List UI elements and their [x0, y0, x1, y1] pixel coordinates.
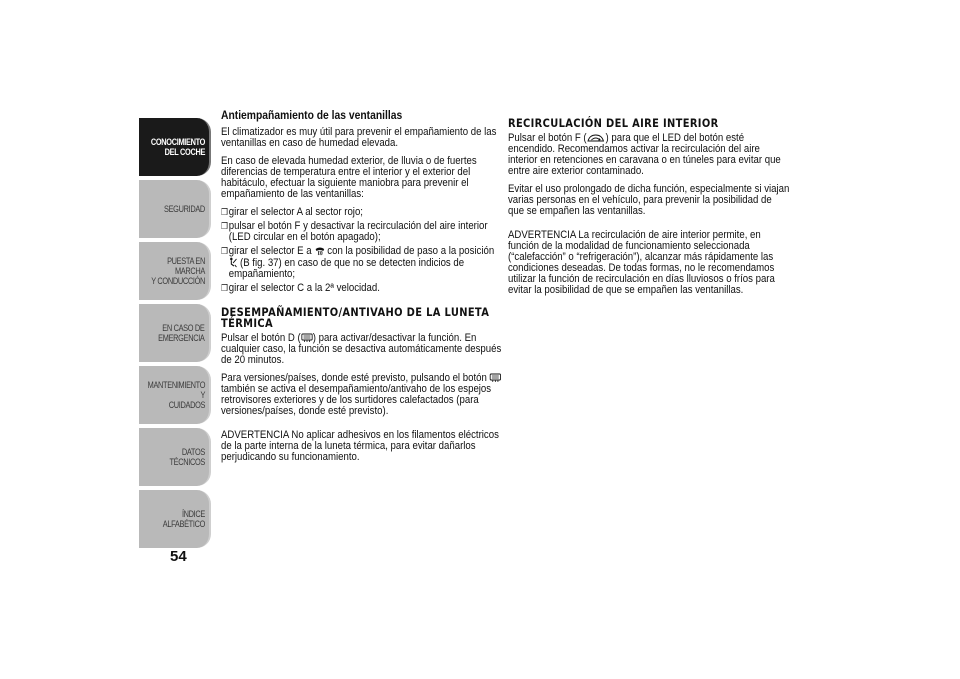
paragraph: En caso de elevada humedad exterior, de lluvia o de fuertes diferencias de temperatura entre el interior y el exterior del habitáculo, efectuar la siguiente maniobra para prevenir el empañamiento de las ventanillas:: [221, 155, 477, 200]
list-item: ❒ girar el selector A al sector rojo;: [221, 206, 363, 218]
page-number: 54: [170, 548, 187, 565]
paragraph: Evitar el uso prolongado de dicha función, especialmente si viajan varias personas en el vehículo, para prevenir la posibilidad de que se empañen las ventanillas.: [508, 183, 790, 217]
paragraph: Para versiones/países, donde esté previsto, pulsando el botón también se activa el desempañamiento/antivaho de los espejos retrovisores exteriores y de los surtidores calefactados (para versiones/países, donde esté previsto).: [221, 373, 503, 417]
bullet-icon: ❒: [221, 283, 228, 293]
list-item: ❒ girar el selector C a la 2ª velocidad.: [221, 282, 380, 294]
list-item: ❒ girar el selector E a con la posibilidad de paso a la posición (B fig. 37) en caso de que no se detecten indicios de empañamiento;: [221, 245, 495, 280]
bullet-icon: ❒: [221, 221, 228, 231]
tab-datos-tecnicos[interactable]: [139, 428, 211, 486]
tab-puesta-en-marcha[interactable]: [139, 242, 211, 300]
tab-mantenimiento[interactable]: [139, 366, 211, 424]
air-recirculation-icon: [587, 133, 606, 143]
tab-label: MANTENIMIENTO Y CUIDADOS: [147, 380, 205, 410]
tab-seguridad[interactable]: [139, 180, 211, 238]
tab-en-caso-de-emergencia[interactable]: [139, 304, 211, 362]
section-subtitle: Antiempañamiento de las ventanillas: [221, 108, 403, 122]
tab-conocimiento-del-coche[interactable]: [139, 118, 211, 176]
tab-label: DATOS TÉCNICOS: [169, 447, 205, 467]
tab-label: ÍNDICE ALFABÉTICO: [162, 509, 205, 529]
list-item: ❒ pulsar el botón F y desactivar la recirculación del aire interior (LED circular en el botón apagado);: [221, 220, 488, 243]
section-heading: DESEMPAÑAMIENTO/ANTIVAHO DE LA LUNETA TÉRMICA: [221, 305, 490, 330]
bullet-icon: ❒: [221, 246, 228, 256]
paragraph: Pulsar el botón F ( ) para que el LED del botón esté encendido. Recomendamos activar la recirculación del aire interior en retenciones en caravana o en túneles para evitar que entre aire exterior contaminado.: [508, 132, 781, 177]
warning-paragraph: ADVERTENCIA No aplicar adhesivos en los filamentos eléctricos de la parte interna de la luneta térmica, para evitar dañarlos perjudicando su funcionamiento.: [221, 429, 499, 463]
left-column: [221, 110, 503, 470]
warning-paragraph: ADVERTENCIA La recirculación de aire interior permite, en función de la modalidad de funcionamiento seleccionada (“calefacción” o “refrigeración”), alcanzar más rápidamente las condiciones deseadas. De todas formas, no le recomendamos utilizar la función de recirculación en días lluviosos o fríos para evitar la posibilidad de que se empañen las ventanillas.: [508, 229, 775, 296]
chapter-sidebar: [139, 118, 211, 552]
windshield-defrost-icon: [314, 246, 324, 256]
tab-label: CONOCIMIENTO DEL COCHE: [150, 137, 205, 157]
paragraph: Pulsar el botón D ( ) para activar/desactivar la función. En cualquier caso, la función se desactiva automáticamente después de 20 minutos.: [221, 332, 502, 366]
tab-label: EN CASO DE EMERGENCIA: [158, 323, 205, 343]
rear-window-defrost-icon: [490, 373, 502, 383]
tab-indice-alfabetico[interactable]: [139, 490, 211, 548]
rear-window-defrost-icon: [301, 333, 313, 343]
tab-label: PUESTA EN MARCHA Y CONDUCCIÓN: [151, 256, 205, 286]
section-heading: RECIRCULACIÓN DEL AIRE INTERIOR: [508, 116, 719, 130]
tab-label: SEGURIDAD: [164, 204, 205, 214]
right-column: [508, 114, 790, 303]
airflow-feet-windshield-icon: [229, 257, 238, 268]
paragraph: El climatizador es muy útil para prevenir el empañamiento de las ventanillas en caso de humedad elevada.: [221, 126, 497, 149]
bullet-icon: ❒: [221, 207, 228, 217]
